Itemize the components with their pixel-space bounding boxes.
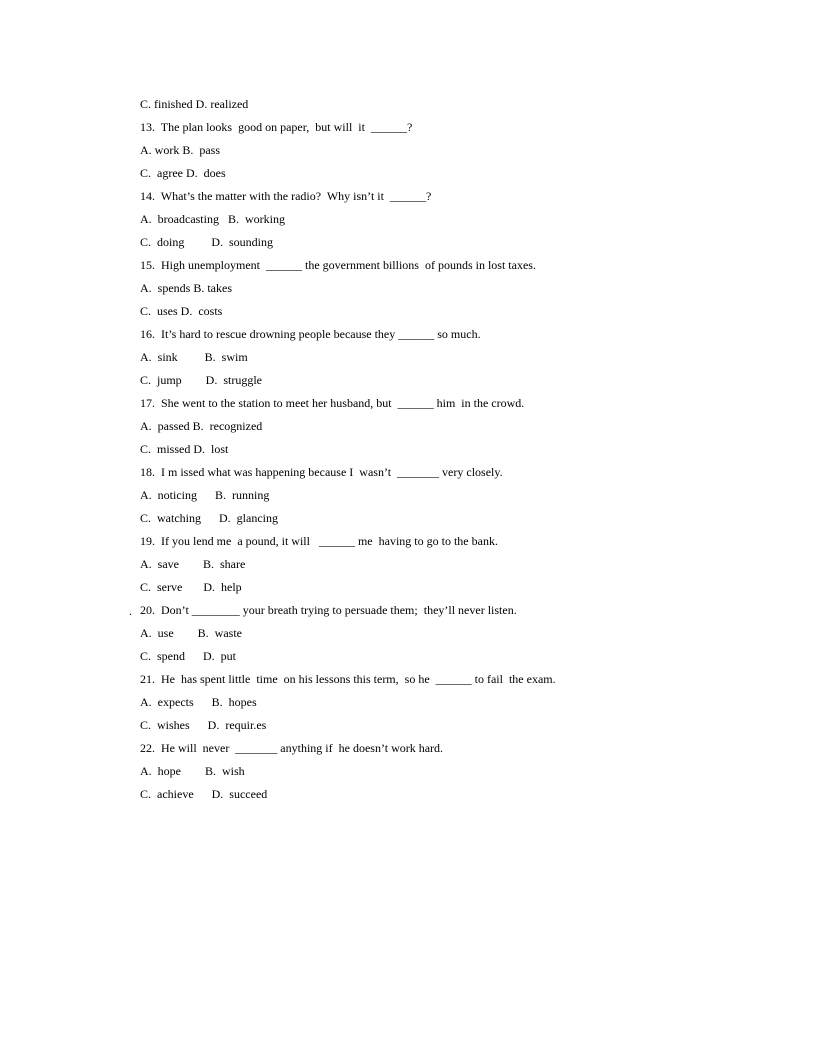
options-line-15b: C. uses D. costs xyxy=(140,304,223,318)
question-18: 18. I m issed what was happening because I wasn’t _______ very closely. xyxy=(140,465,503,479)
question-22: 22. He will never _______ anything if he doesn’t work hard. xyxy=(140,741,444,755)
options-line-21b: C. wishes D. requir.es xyxy=(140,718,267,732)
options-line-22b: C. achieve D. succeed xyxy=(140,787,268,801)
options-line-16b: C. jump D. struggle xyxy=(140,373,262,387)
options-line-13b: C. agree D. does xyxy=(140,166,226,180)
options-line-13a: A. work B. pass xyxy=(140,143,220,157)
options-line-21a: A. expects B. hopes xyxy=(140,695,257,709)
options-line-17b: C. missed D. lost xyxy=(140,442,229,456)
question-14: 14. What’s the matter with the radio? Why isn’t it ______? xyxy=(140,189,432,203)
question-17: 17. She went to the station to meet her husband, but ______ him in the crowd. xyxy=(140,396,525,410)
options-line-18a: A. noticing B. running xyxy=(140,488,270,502)
options-line-19a: A. save B. share xyxy=(140,557,246,571)
question-15: 15. High unemployment ______ the government billions of pounds in lost taxes. xyxy=(140,258,536,272)
options-line-12b: C. finished D. realized xyxy=(140,97,249,111)
options-line-18b: C. watching D. glancing xyxy=(140,511,278,525)
stray-mark: . xyxy=(129,604,132,618)
options-line-14b: C. doing D. sounding xyxy=(140,235,274,249)
question-21: 21. He has spent little time on his lessons this term, so he ______ to fail the exam. xyxy=(140,672,556,686)
options-line-22a: A. hope B. wish xyxy=(140,764,245,778)
options-line-16a: A. sink B. swim xyxy=(140,350,248,364)
question-19: 19. If you lend me a pound, it will ______ me having to go to the bank. xyxy=(140,534,498,548)
quiz-content xyxy=(140,96,740,809)
question-16: 16. It’s hard to rescue drowning people because they ______ so much. xyxy=(140,327,481,341)
options-line-20a: A. use B. waste xyxy=(140,626,242,640)
options-line-19b: C. serve D. help xyxy=(140,580,242,594)
question-20: 20. Don’t ________ your breath trying to persuade them; they’ll never listen. xyxy=(140,603,517,617)
options-line-14a: A. broadcasting B. working xyxy=(140,212,285,226)
options-line-17a: A. passed B. recognized xyxy=(140,419,263,433)
question-13: 13. The plan looks good on paper, but will it ______? xyxy=(140,120,413,134)
options-line-15a: A. spends B. takes xyxy=(140,281,232,295)
options-line-20b: C. spend D. put xyxy=(140,649,236,663)
